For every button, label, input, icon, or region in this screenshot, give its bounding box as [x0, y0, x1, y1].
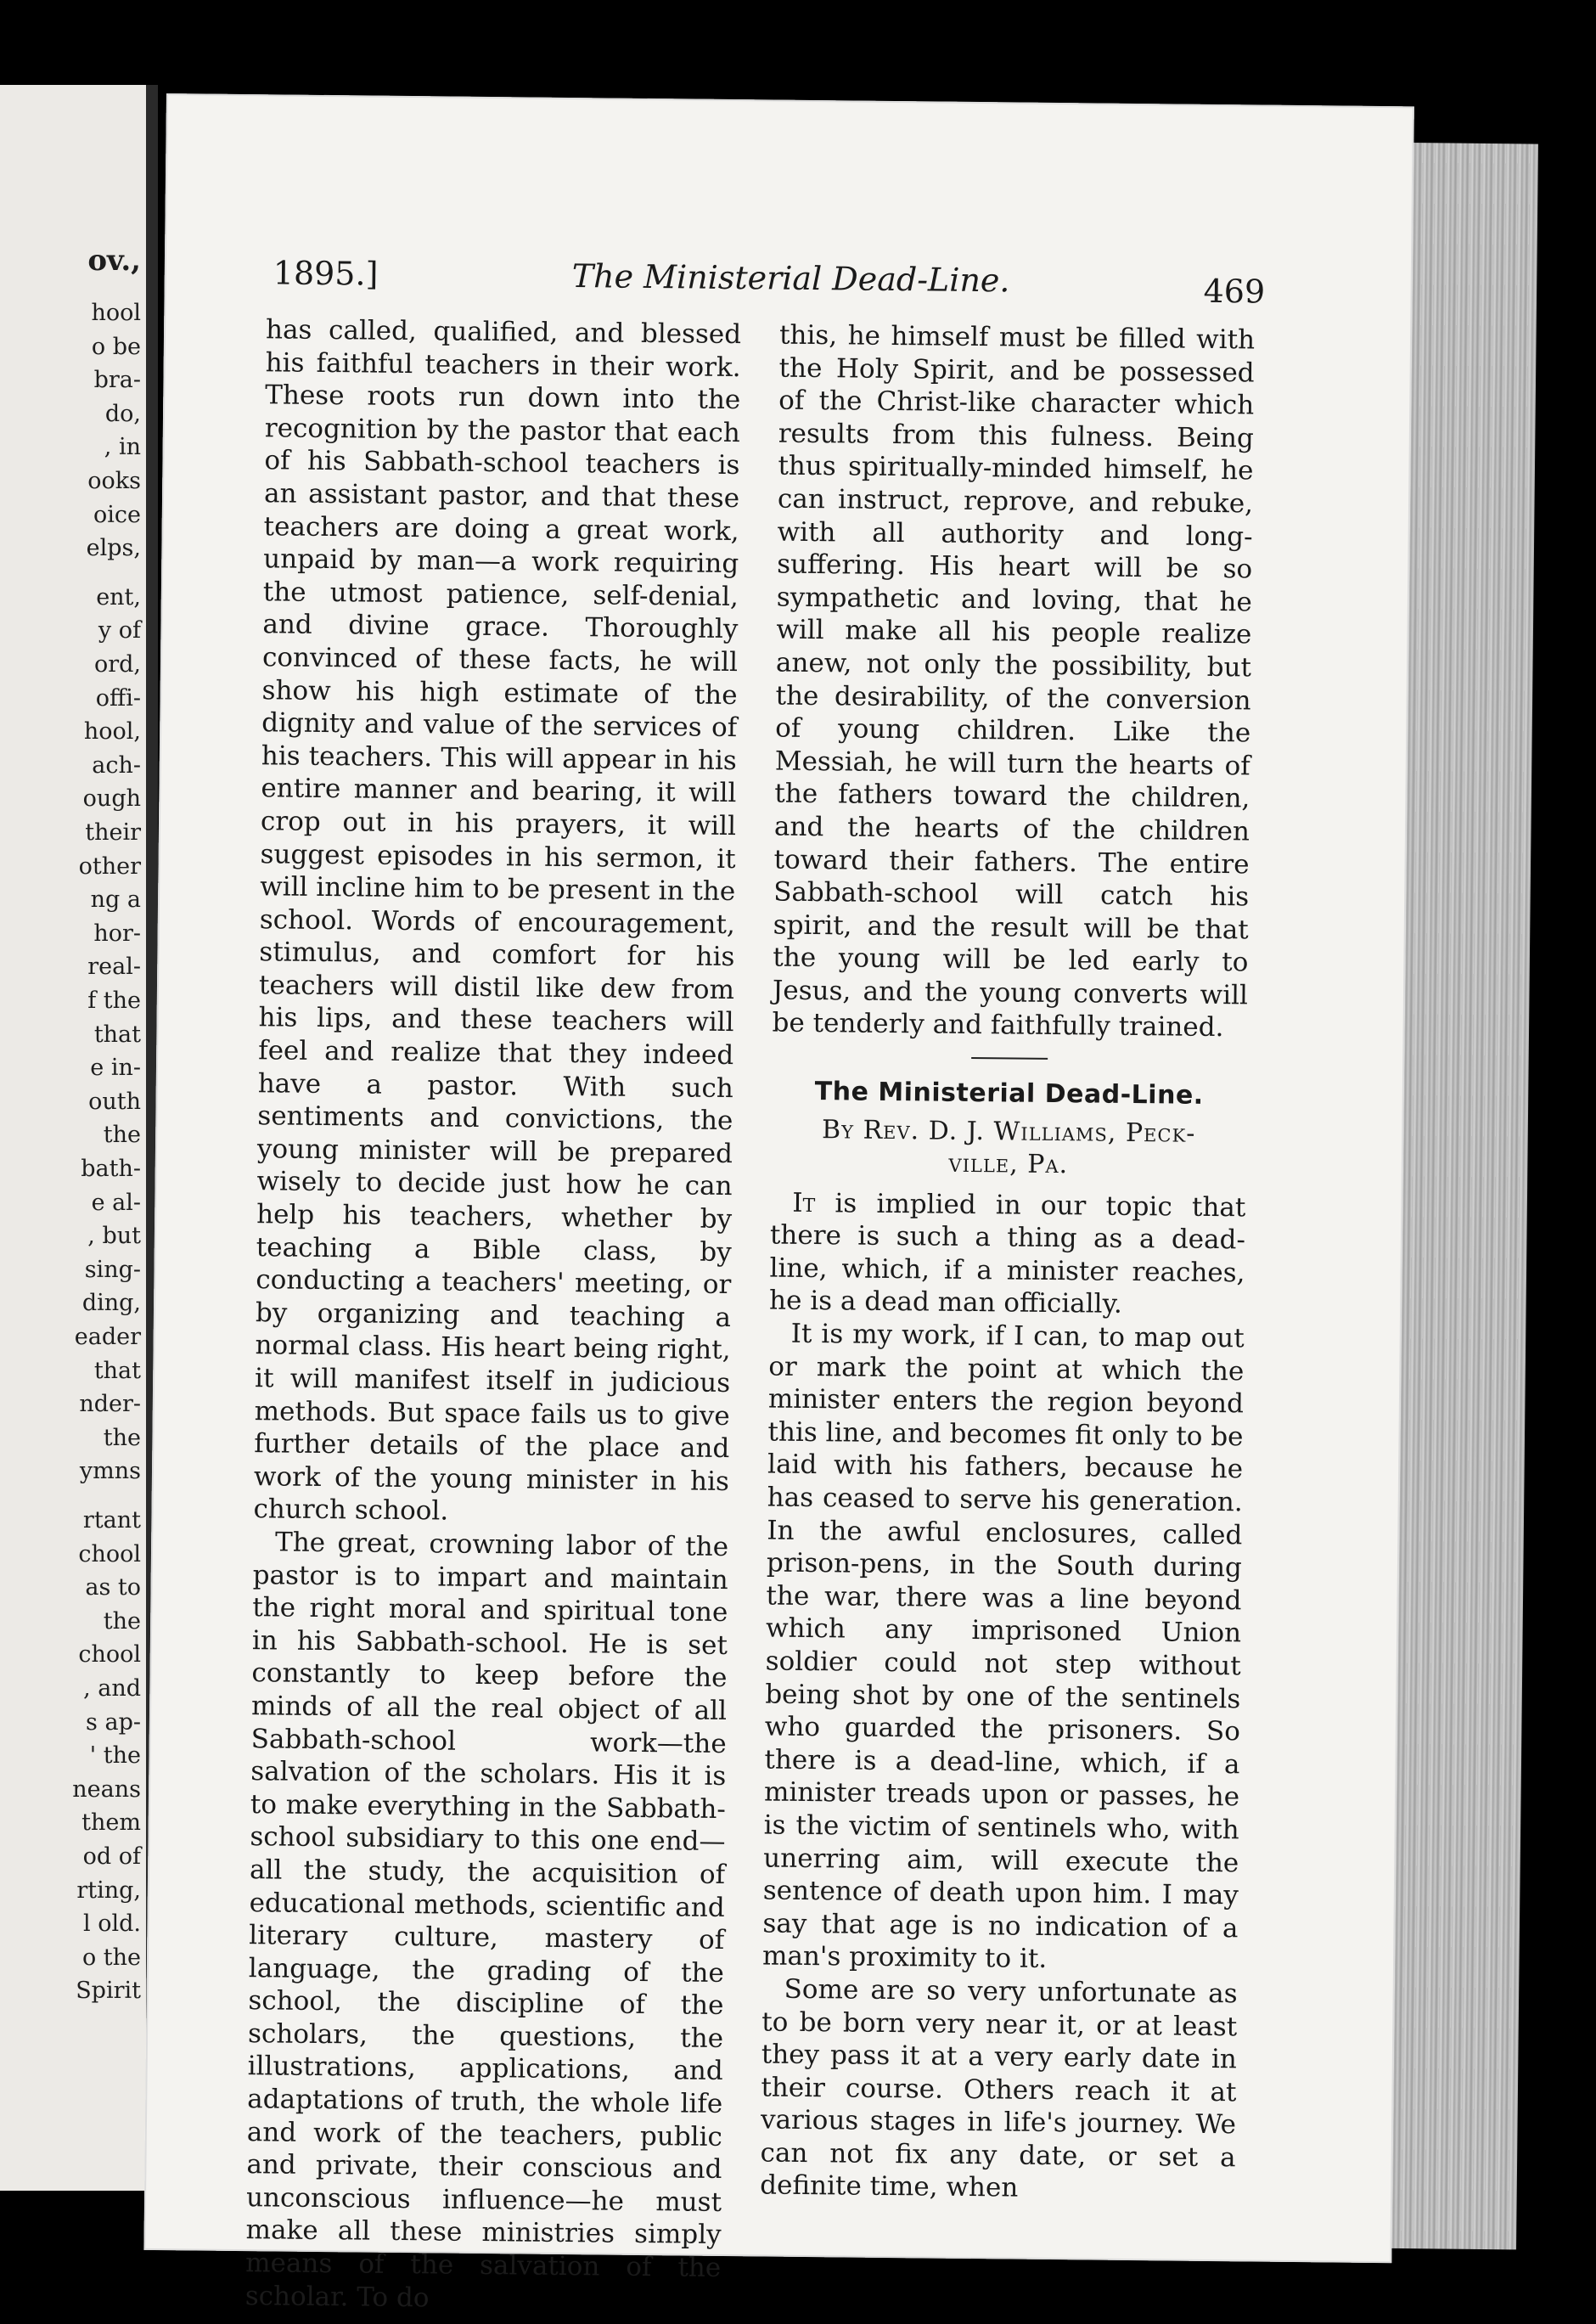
left-page-text-fragment: that: [93, 1357, 141, 1384]
left-page-text-fragment: hor-: [93, 920, 141, 947]
left-page-text-fragment: hool: [91, 300, 141, 326]
left-page-text-fragment: ' the: [89, 1742, 141, 1770]
left-page-text-fragment: ough: [82, 785, 141, 813]
left-page-text-fragment: rtant: [82, 1507, 141, 1533]
left-page-text-fragment: do,: [104, 400, 141, 427]
left-page-text-fragment: that: [93, 1021, 141, 1048]
left-page-text-fragment: ding,: [81, 1290, 141, 1317]
left-page-text-fragment: od of: [82, 1843, 141, 1870]
header-running-title: The Ministerial Dead-Line.: [571, 257, 1010, 300]
left-page-text-fragment: e in-: [90, 1055, 141, 1082]
left-page-text-fragment: ymns: [79, 1458, 141, 1485]
left-page-text-fragment: outh: [88, 1088, 141, 1115]
left-page-text-fragment: their: [85, 819, 141, 846]
left-page-text-fragment: ach-: [92, 751, 141, 779]
left-page-text-fragment: hool,: [83, 718, 141, 746]
left-page-text-fragment: other: [78, 853, 141, 880]
left-page-text-fragment: as to: [85, 1574, 141, 1601]
left-page-text-fragment: the: [103, 1424, 141, 1451]
left-page-text-fragment: oice: [93, 501, 141, 528]
left-page-text-fragment: ng a: [90, 886, 141, 914]
main-page: [143, 93, 1414, 2314]
left-page-text-fragment: o be: [91, 333, 141, 360]
left-page-text-fragment: e al-: [91, 1189, 141, 1216]
paragraph: Some are so very unfortunate as to be born very near it, or at least they pass it at a very early date in their course. Others reach it at various stages in life's journey. We can not fix any date, or set a definite time, when: [760, 1973, 1238, 2204]
article-title: The Ministerial Dead-Line.: [814, 1077, 1204, 1111]
left-page-text-fragment: rting,: [76, 1877, 141, 1904]
left-page-text-fragment: neans: [72, 1775, 141, 1803]
left-page-text-fragment: l old.: [83, 1910, 141, 1938]
paragraph: The great, crowning labor of the pastor is to impart and maintain the right moral and spiritual tone in his Sabbath-school. He is set constantly to keep before the minds of all the real object of all Sabbath-school work—the salvation of the scholars. His it is to make everything in the Sabbath-school subsidiary to this one end—all the study, the acquisition of educational methods, scientific and literary culture, mastery of language, the grading of the school, the discipline of the scholars, the questions, the illustrations, applications, and adaptations of truth, the whole life and work of the teachers, public and private, their conscious and unconscious influence—he must make all these ministries simply means of the salvation of the scholar. To do: [244, 1527, 729, 2314]
left-page-text-fragment: ooks: [87, 468, 141, 494]
left-page-text-fragment: Spirit: [76, 1978, 141, 2005]
left-page-text-fragment: y of: [98, 617, 141, 644]
left-page-text-fragment: the: [103, 1122, 141, 1149]
left-page-text-fragment: bra-: [93, 367, 141, 394]
right-column: [760, 319, 1255, 2208]
left-page-text-fragment: elps,: [86, 535, 141, 562]
paragraph: [769, 1186, 1246, 1322]
paragraph-text: is implied in our topic that there is such a thing as a dead-line, which, if a minister reaches, he is a dead man officially.: [768, 1187, 1246, 1320]
left-page-text-fragment: real-: [87, 954, 141, 981]
page-number: 469: [1203, 272, 1266, 311]
section-divider: [971, 1057, 1048, 1060]
left-page-text-fragment: chool: [78, 1641, 141, 1668]
left-facing-page: [0, 85, 158, 2191]
left-page-text-fragment: , in: [104, 434, 141, 461]
left-page-text-fragment: ov.,: [87, 244, 141, 278]
byline-line: By Rev. D. J. Williams, Peck-: [821, 1114, 1196, 1149]
left-page-text-fragment: sing-: [84, 1256, 141, 1283]
left-page-text-fragment: chool: [78, 1540, 141, 1567]
left-page-text-fragment: the: [103, 1607, 141, 1635]
paragraph: It is my work, if I can, to map out or mark the point at which the minister enters the region beyond this line, and becomes fit only to be laid with his fathers, because he has ceased to serve his generation. In the awful enclosures, called prison-pens, in the South during the war, there was a line beyond which any imprisoned Union soldier could not step without being shot by one of the sentinels who guarded the prisoners. So there is a dead-line, which, if a minister treads upon or passes, he is the victim of sentinels who, with unerring aim, will execute the sentence of death upon him. I may say that age is no indication of a man's proximity to it.: [761, 1318, 1245, 1975]
left-page-text-fragment: f the: [87, 988, 141, 1014]
byline-line: ville, Pa.: [948, 1148, 1069, 1179]
byline: [771, 1113, 1247, 1183]
left-page-text-fragment: nder-: [79, 1391, 141, 1418]
left-page-text-fragment: ent,: [96, 583, 141, 611]
left-page-text-fragment: , but: [87, 1223, 141, 1250]
left-page-text-fragment: o the: [81, 1944, 141, 1971]
lead-word: It: [792, 1187, 816, 1218]
page-edge-stack: [1389, 143, 1538, 2249]
paragraph: this, he himself must be filled with the Holy Spirit, and be possessed of the Christ-like character which results from this fulness. Being thus spiritually-minded himself, he can instruct, reprove, and rebuke, with all authority and long-suffering. His heart will be so sympathetic and loving, that he will make all his people realize anew, not only the possibility, but the desirability, of the conversion of young children. Like the Messiah, he will turn the hearts of the fathers toward the children, and the hearts of the children toward their fathers. The entire Sabbath-school will catch his spirit, and the result will be that the young will be led early to Jesus, and the young converts will be tenderly and faithfully trained.: [772, 319, 1256, 1044]
left-page-text-fragment: ord,: [93, 651, 141, 678]
left-column: [245, 313, 742, 2317]
paragraph: has called, qualified, and blessed his faithful teachers in their work. These roots run down into the recognition by the pastor that each of his Sabbath-school teachers is an assistant pastor, and that these teachers are doing a great work, unpaid by man—a work requiring the utmost patience, self-denial, and divine grace. Thoroughly convinced of these facts, he will show his high estimate of the dignity and value of the services of his teachers. This will appear in his entire manner and bearing, it will crop out in his prayers, it will suggest episodes in his sermon, it will incline him to be present in the school. Words of encouragement, stimulus, and comfort for his teachers will distil like dew from his lips, and these teachers will feel and realize that they indeed have a pastor. With such sentiments and convictions, the young minister will be prepared wisely to decide just how he can help his teachers, whether by teaching a Bible class, by conducting a teachers' meeting, or by organizing and teaching a normal class. His heart being right, it will manifest itself in judicious methods. But space fails us to give further details of the place and work of the young minister in his church school.: [253, 314, 742, 1527]
left-page-text-fragment: , and: [83, 1675, 141, 1702]
left-page-text-fragment: them: [81, 1809, 141, 1837]
header-year: 1895.]: [273, 254, 379, 293]
left-page-text-fragment: s ap-: [86, 1708, 141, 1736]
left-page-text-fragment: eader: [74, 1324, 141, 1350]
left-page-text-fragment: bath-: [81, 1156, 141, 1182]
left-page-text-fragment: offi-: [95, 684, 141, 712]
